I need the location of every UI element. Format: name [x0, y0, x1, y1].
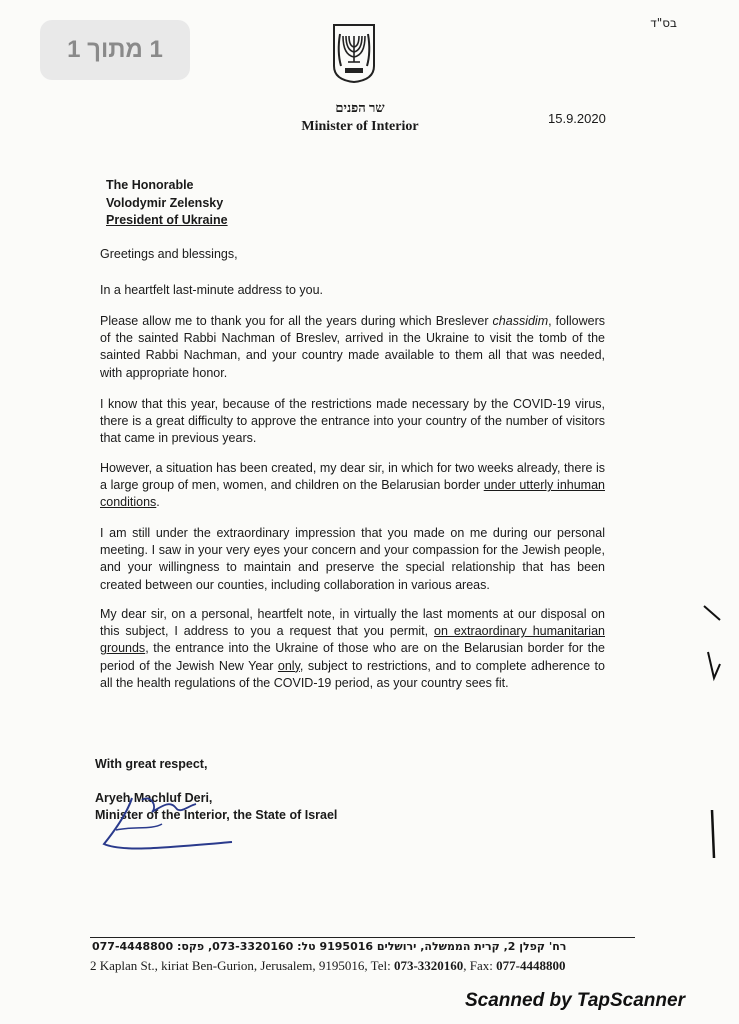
addressee-line: President of Ukraine: [106, 213, 228, 227]
footer-divider: [90, 937, 635, 938]
paragraph: I am still under the extraordinary impression that you made on me during our personal meeting. I saw in your very eyes your concern and your compassion for the Jewish people, and your willingness to maintain and preserve the special relationship that has been created between our counties, including collaboration in various areas.: [100, 526, 605, 592]
footer-hebrew-address: רח' קפלן 2, קרית הממשלה, ירושלים 9195016 טל: 073-3320160, פקס: 077-4448800: [92, 940, 567, 953]
emblem-of-israel: [331, 22, 377, 84]
paragraph: Please allow me to thank you for all the years during which Breslever chassidim, followers of the sainted Rabbi Nachman of Breslev, arrived in the Ukraine to visit the tomb of the sainted Rabbi Nachman, and your country made available to them all that was needed, with appropriate honor.: [100, 314, 605, 380]
paragraph: My dear sir, on a personal, heartfelt note, in virtually the last moments at our disposal on this subject, I address to you a request that you permit, on extraordinary humanitarian grounds, the entrance into the Ukraine of those who are on the Belarusian border for the period of the Jewish New Year only, subject to restrictions, and to complete adherence to all the health regulations of the COVID-19 period, as your country sees fit.: [100, 607, 605, 690]
greeting: Greetings and blessings,: [100, 247, 238, 261]
signatory-title: Minister of the Interior, the State of Israel: [95, 808, 338, 822]
bsd-header: בס"ד: [650, 16, 677, 30]
margin-pen-marks: [690, 600, 730, 860]
addressee-line: The Honorable: [106, 178, 194, 192]
paragraph: I know that this year, because of the restrictions made necessary by the COVID-19 virus, there is a great difficulty to approve the entrance into your country of the number of visitors that came in previous years.: [100, 397, 605, 446]
signatory-name: Aryeh Machluf Deri,: [95, 791, 213, 805]
closing-line: With great respect,: [95, 757, 208, 771]
handwritten-signature: [92, 786, 242, 866]
addressee-block: [106, 177, 228, 230]
footer-english-address: 2 Kaplan St., kiriat Ben-Gurion, Jerusalem, 9195016, Tel: 073-3320160, Fax: 077-4448800: [90, 958, 566, 973]
addressee-line: Volodymir Zelensky: [106, 195, 224, 210]
paragraph: In a heartfelt last-minute address to you.: [100, 283, 324, 297]
paragraph: However, a situation has been created, my dear sir, in which for two weeks already, there is a large group of men, women, and children on the Belarusian border under utterly inhuman conditions.: [100, 461, 605, 510]
hebrew-title: שר הפנים: [335, 100, 385, 115]
english-title: Minister of Interior: [301, 119, 419, 134]
letter-date: 15.9.2020: [548, 111, 606, 126]
scanner-watermark: Scanned by TapScanner: [465, 990, 685, 1011]
page-counter-badge: 1 מתוך 1: [40, 20, 190, 80]
